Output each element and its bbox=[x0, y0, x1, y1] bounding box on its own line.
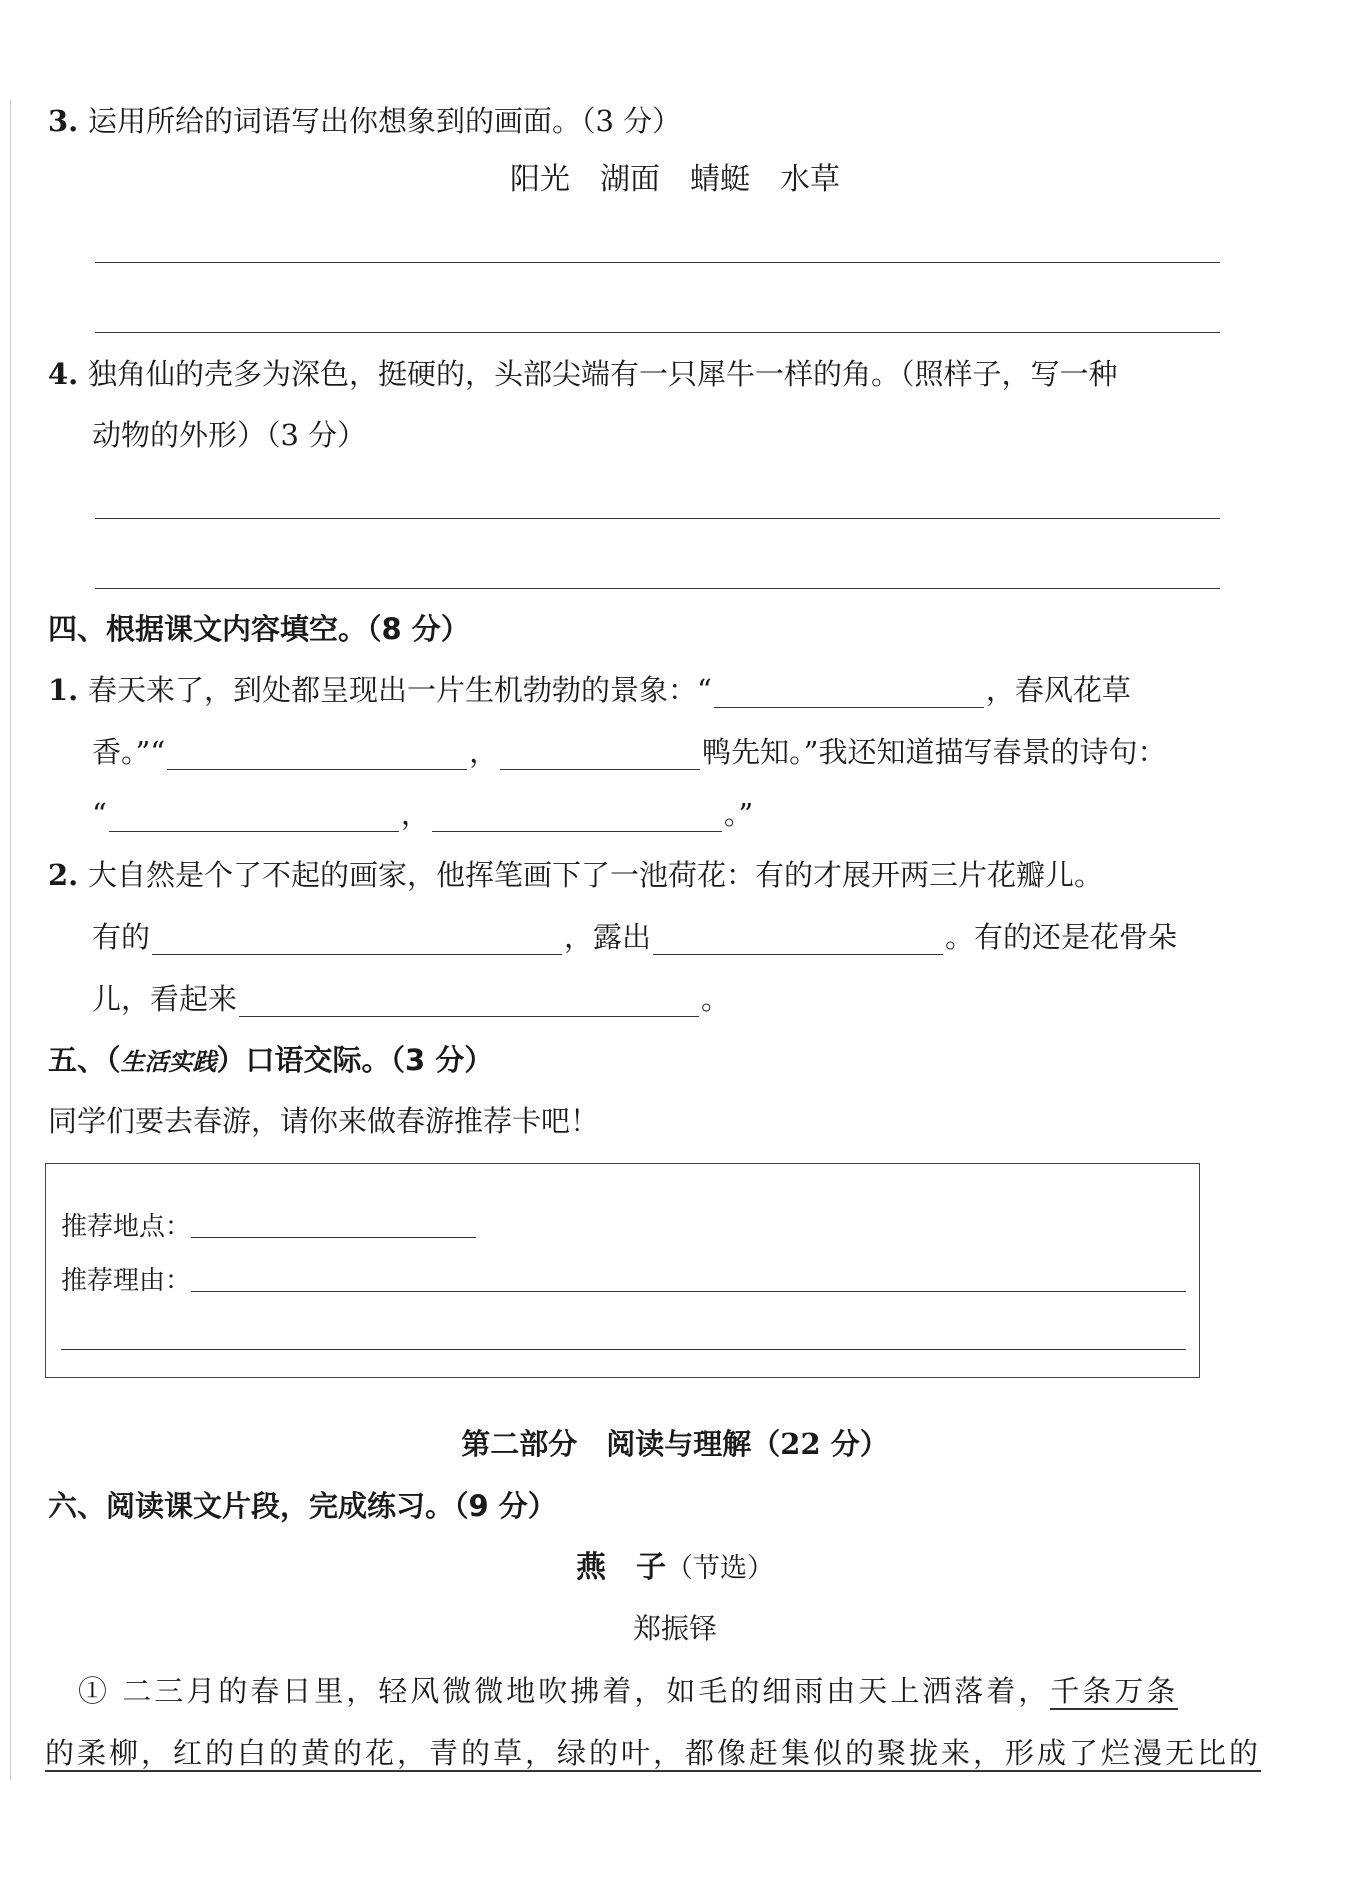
recommendation-card bbox=[45, 1163, 1200, 1378]
item-text: 有的 bbox=[92, 920, 151, 954]
item-text: ，春风花草 bbox=[985, 673, 1131, 707]
item-number: 1. bbox=[48, 673, 79, 707]
underlined-phrase: 千条万条 bbox=[1050, 1674, 1179, 1708]
item-text: 大自然是个了不起的画家，他挥笔画下了一池荷花：有的才展开两三片花瓣儿。 bbox=[88, 858, 1104, 892]
item-number: 2. bbox=[48, 858, 79, 892]
item-text: 。 bbox=[701, 982, 731, 1016]
fill-blank[interactable] bbox=[500, 739, 700, 770]
essay-title-text: 燕 子 bbox=[576, 1550, 666, 1585]
fill-blank[interactable] bbox=[109, 801, 399, 832]
section-5-instruction: 同学们要去春游，请你来做春游推荐卡吧！ bbox=[48, 1104, 600, 1138]
question-4 bbox=[48, 357, 1118, 392]
fill-blank[interactable] bbox=[239, 986, 699, 1017]
title-part: 五、（ bbox=[48, 1043, 121, 1077]
essay-author: 郑振铎 bbox=[632, 1612, 717, 1645]
given-words: 阳光 湖面 蜻蜓 水草 bbox=[510, 162, 840, 197]
reason-label: 推荐理由： bbox=[61, 1266, 192, 1296]
section-4-title: 四、根据课文内容填空。（8 分） bbox=[48, 612, 470, 646]
answer-line[interactable] bbox=[95, 332, 1220, 333]
question-number: 4. bbox=[48, 357, 79, 391]
item-text: 。” bbox=[723, 797, 754, 831]
fill-item-1-line1 bbox=[48, 673, 1131, 708]
fill-item-2-line2 bbox=[92, 920, 1177, 955]
item-text: 香。”“ bbox=[92, 735, 166, 769]
part-2-title: 第二部分 阅读与理解（22 分） bbox=[461, 1427, 889, 1461]
item-text: ，露出 bbox=[564, 920, 652, 954]
question-3 bbox=[48, 104, 681, 139]
item-text: ， bbox=[400, 797, 430, 831]
question-number: 3. bbox=[48, 104, 79, 138]
item-text: 。有的还是花骨朵 bbox=[945, 920, 1178, 954]
fill-blank[interactable] bbox=[714, 677, 984, 708]
question-text: 运用所给的词语写出你想象到的画面。（3 分） bbox=[88, 104, 682, 138]
fill-item-1-line2 bbox=[92, 735, 1167, 770]
fill-item-2-line1 bbox=[48, 858, 1103, 893]
answer-line[interactable] bbox=[95, 588, 1220, 589]
place-answer-line[interactable] bbox=[191, 1237, 476, 1238]
underlined-phrase: 的柔柳，红的白的黄的花，青的草，绿的叶，都像赶集似的聚拢来，形成了烂漫无比的 bbox=[45, 1736, 1262, 1770]
reason-answer-line[interactable] bbox=[61, 1349, 1186, 1350]
fill-blank[interactable] bbox=[653, 924, 943, 955]
fill-blank[interactable] bbox=[432, 801, 722, 832]
essay-title-note: （节选） bbox=[666, 1553, 774, 1584]
answer-line[interactable] bbox=[95, 262, 1220, 263]
question-text-line1: 独角仙的壳多为深色，挺硬的，头部尖端有一只犀牛一样的角。（照样子，写一种 bbox=[88, 357, 1118, 391]
title-tag: 生活实践 bbox=[120, 1048, 217, 1076]
item-text: 儿，看起来 bbox=[92, 982, 238, 1016]
answer-line[interactable] bbox=[95, 518, 1220, 519]
fill-item-2-line3 bbox=[92, 982, 730, 1017]
item-text: 鸭先知。”我还知道描写春景的诗句： bbox=[702, 735, 1167, 769]
passage-text: ① 二三月的春日里，轻风微微地吹拂着，如毛的细雨由天上洒落着， bbox=[78, 1674, 1051, 1708]
item-text: 春天来了，到处都呈现出一片生机勃勃的景象：“ bbox=[88, 673, 712, 707]
fill-blank[interactable] bbox=[152, 924, 562, 955]
fill-item-1-line3 bbox=[92, 797, 753, 832]
item-text: “ bbox=[92, 797, 107, 831]
reason-answer-line[interactable] bbox=[191, 1291, 1186, 1292]
passage-line-2 bbox=[45, 1736, 1261, 1771]
title-part: ）口语交际。（3 分） bbox=[216, 1043, 494, 1077]
essay-title bbox=[0, 1550, 1350, 1586]
fill-blank[interactable] bbox=[167, 739, 467, 770]
passage-line-1 bbox=[78, 1674, 1178, 1709]
item-text: ， bbox=[469, 735, 499, 769]
section-6-title: 六、阅读课文片段，完成练习。（9 分） bbox=[48, 1489, 557, 1523]
place-label: 推荐地点： bbox=[61, 1212, 192, 1242]
question-text-line2: 动物的外形）（3 分） bbox=[92, 418, 367, 452]
binding-margin-line bbox=[10, 100, 11, 1780]
section-5-title bbox=[48, 1043, 493, 1078]
